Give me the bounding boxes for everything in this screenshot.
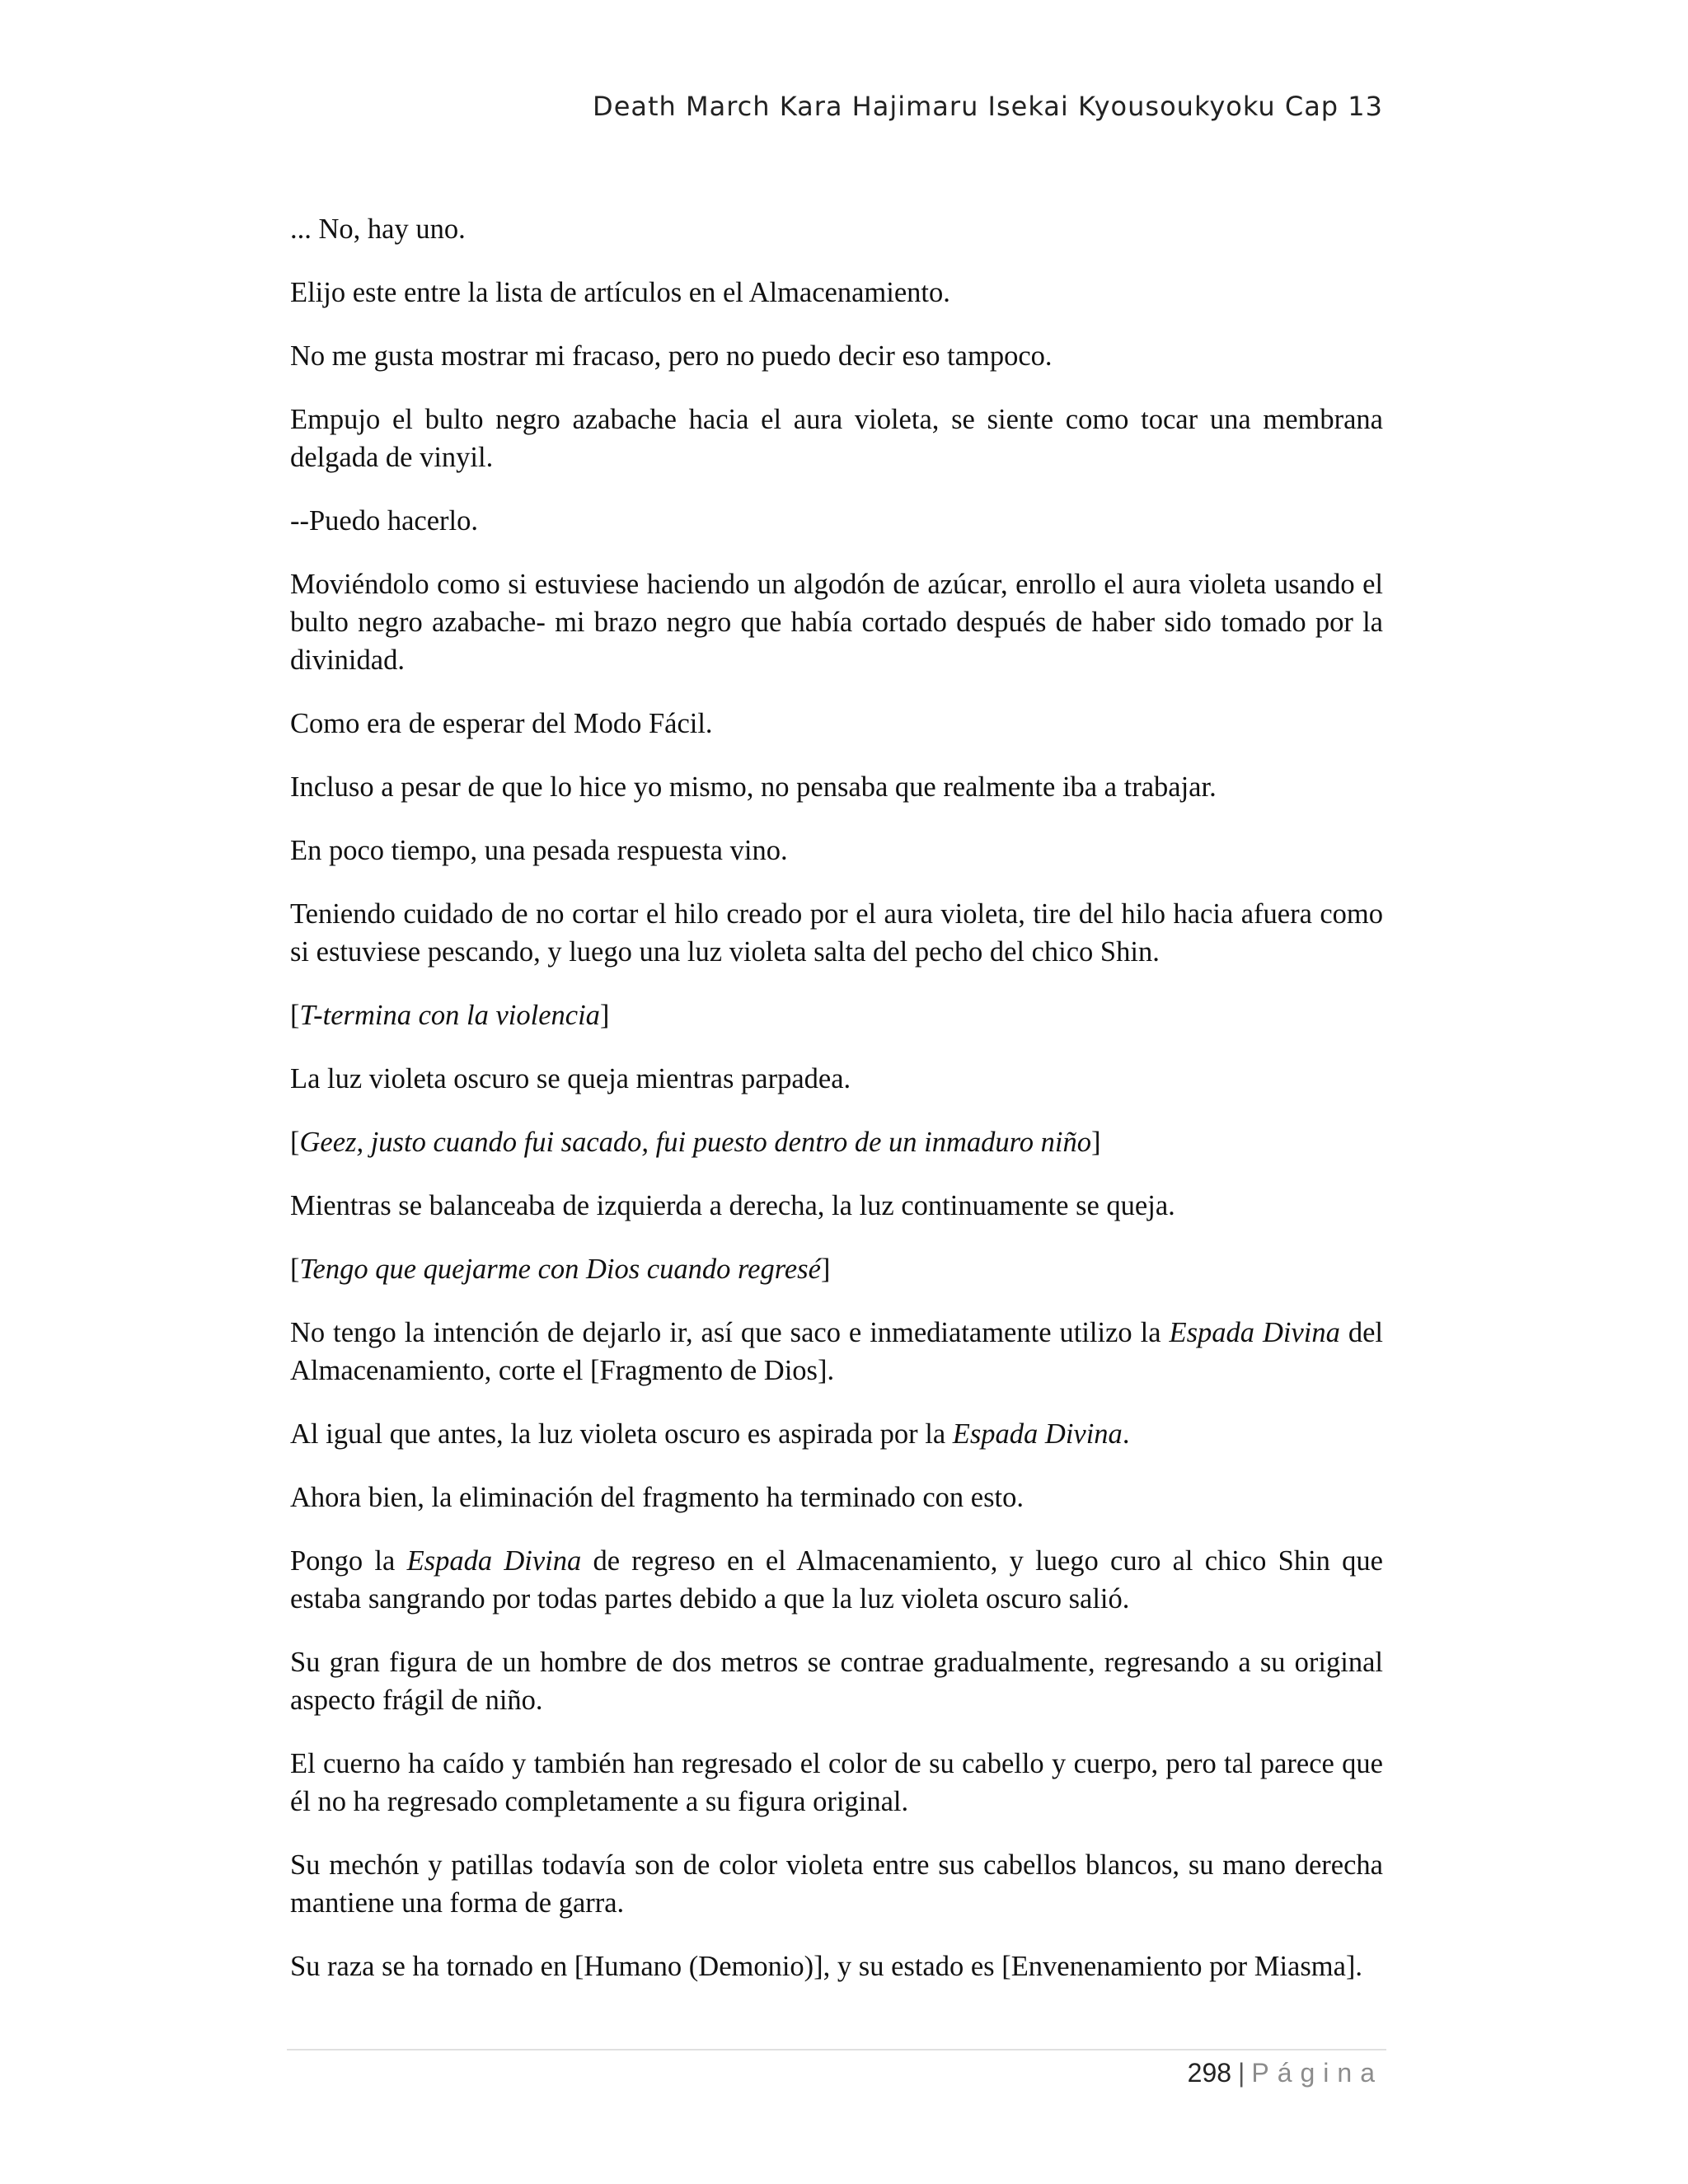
paragraph <box>290 1187 1383 1225</box>
italic-text-run: T-termina con la violencia <box>299 1000 600 1031</box>
text-run: --Puedo hacerlo. <box>290 505 478 537</box>
text-run: [ <box>290 1127 300 1158</box>
paragraph <box>290 210 1383 248</box>
running-header: Death March Kara Hajimaru Isekai Kyousoukyoku Cap 13 <box>593 91 1383 122</box>
text-run: Como era de esperar del Modo Fácil. <box>290 708 713 739</box>
text-run: del Almacenamiento, corte el [Fragmento de Dios]. <box>290 1317 1383 1386</box>
text-run: [ <box>290 1254 300 1285</box>
text-run: Teniendo cuidado de no cortar el hilo creado por el aura violeta, tire del hilo hacia afuera como si estuviese pescando, y luego una luz violeta salta del pecho del chico Shin. <box>290 898 1383 968</box>
text-run: Su raza se ha tornado en [Humano (Demonio)], y su estado es [Envenenamiento por Miasma]. <box>290 1951 1363 1982</box>
text-run: ... No, hay uno. <box>290 213 466 245</box>
text-run: Ahora bien, la eliminación del fragmento ha terminado con esto. <box>290 1482 1024 1513</box>
paragraph <box>290 565 1383 679</box>
paragraph <box>290 1123 1383 1161</box>
text-run: ] <box>1091 1127 1101 1158</box>
text-run: En poco tiempo, una pesada respuesta vino. <box>290 835 788 866</box>
paragraph <box>290 1415 1383 1453</box>
text-run: La luz violeta oscuro se queja mientras parpadea. <box>290 1063 851 1094</box>
paragraph <box>290 996 1383 1034</box>
paragraph <box>290 1314 1383 1390</box>
italic-text-run: Espada Divina <box>406 1545 582 1577</box>
text-run: Su gran figura de un hombre de dos metros se contrae gradualmente, regresando a su original aspecto frágil de niño. <box>290 1647 1383 1716</box>
text-run: [ <box>290 1000 300 1031</box>
text-run: Pongo la <box>290 1545 407 1577</box>
page-footer <box>989 2058 1383 2088</box>
paragraph <box>290 1542 1383 1618</box>
paragraph <box>290 1250 1383 1288</box>
text-run: de regreso en el Almacenamiento, y luego curo al chico Shin que estaba sangrando por todas partes debido a que la luz violeta oscuro salió. <box>290 1545 1383 1615</box>
paragraph <box>290 1745 1383 1821</box>
text-run: Mientras se balanceaba de izquierda a derecha, la luz continuamente se queja. <box>290 1190 1175 1221</box>
italic-text-run: Tengo que quejarme con Dios cuando regresé <box>299 1254 821 1285</box>
text-run: Moviéndolo como si estuviese haciendo un algodón de azúcar, enrollo el aura violeta usando el bulto negro azabache- mi brazo negro que había cortado después de haber sido tomado por la divinidad. <box>290 569 1383 676</box>
text-run: ] <box>820 1254 831 1285</box>
footer-divider <box>287 2049 1386 2050</box>
text-run: No me gusta mostrar mi fracaso, pero no puedo decir eso tampoco. <box>290 340 1053 372</box>
paragraph <box>290 1479 1383 1516</box>
page-number: 298 <box>1187 2058 1232 2088</box>
page-label: Página <box>1251 2058 1383 2088</box>
paragraph <box>290 401 1383 476</box>
text-run: Al igual que antes, la luz violeta oscuro es aspirada por la <box>290 1418 953 1450</box>
italic-text-run: Espada Divina <box>952 1418 1123 1450</box>
paragraph <box>290 274 1383 312</box>
paragraph <box>290 1846 1383 1922</box>
text-run: Elijo este entre la lista de artículos en el Almacenamiento. <box>290 277 950 308</box>
text-run: No tengo la intención de dejarlo ir, así que saco e inmediatamente utilizo la <box>290 1317 1170 1348</box>
paragraph <box>290 895 1383 971</box>
paragraph <box>290 502 1383 540</box>
paragraph <box>290 832 1383 869</box>
text-run: . <box>1122 1418 1130 1450</box>
body-text <box>290 210 1383 1985</box>
paragraph <box>290 768 1383 806</box>
paragraph <box>290 337 1383 375</box>
paragraph <box>290 1947 1383 1985</box>
text-run: Empujo el bulto negro azabache hacia el aura violeta, se siente como tocar una membrana delgada de vinyil. <box>290 404 1383 473</box>
italic-text-run: Geez, justo cuando fui sacado, fui puesto dentro de un inmaduro niño <box>299 1127 1091 1158</box>
italic-text-run: Espada Divina <box>1169 1317 1340 1348</box>
paragraph <box>290 1643 1383 1719</box>
text-run: ] <box>599 1000 610 1031</box>
text-run: El cuerno ha caído y también han regresado el color de su cabello y cuerpo, pero tal parece que él no ha regresado completamente a su figura original. <box>290 1748 1383 1817</box>
paragraph <box>290 705 1383 743</box>
footer-separator: | <box>1238 2058 1245 2088</box>
paragraph <box>290 1060 1383 1098</box>
text-run: Su mechón y patillas todavía son de color violeta entre sus cabellos blancos, su mano derecha mantiene una forma de garra. <box>290 1849 1383 1919</box>
text-run: Incluso a pesar de que lo hice yo mismo, no pensaba que realmente iba a trabajar. <box>290 771 1217 803</box>
